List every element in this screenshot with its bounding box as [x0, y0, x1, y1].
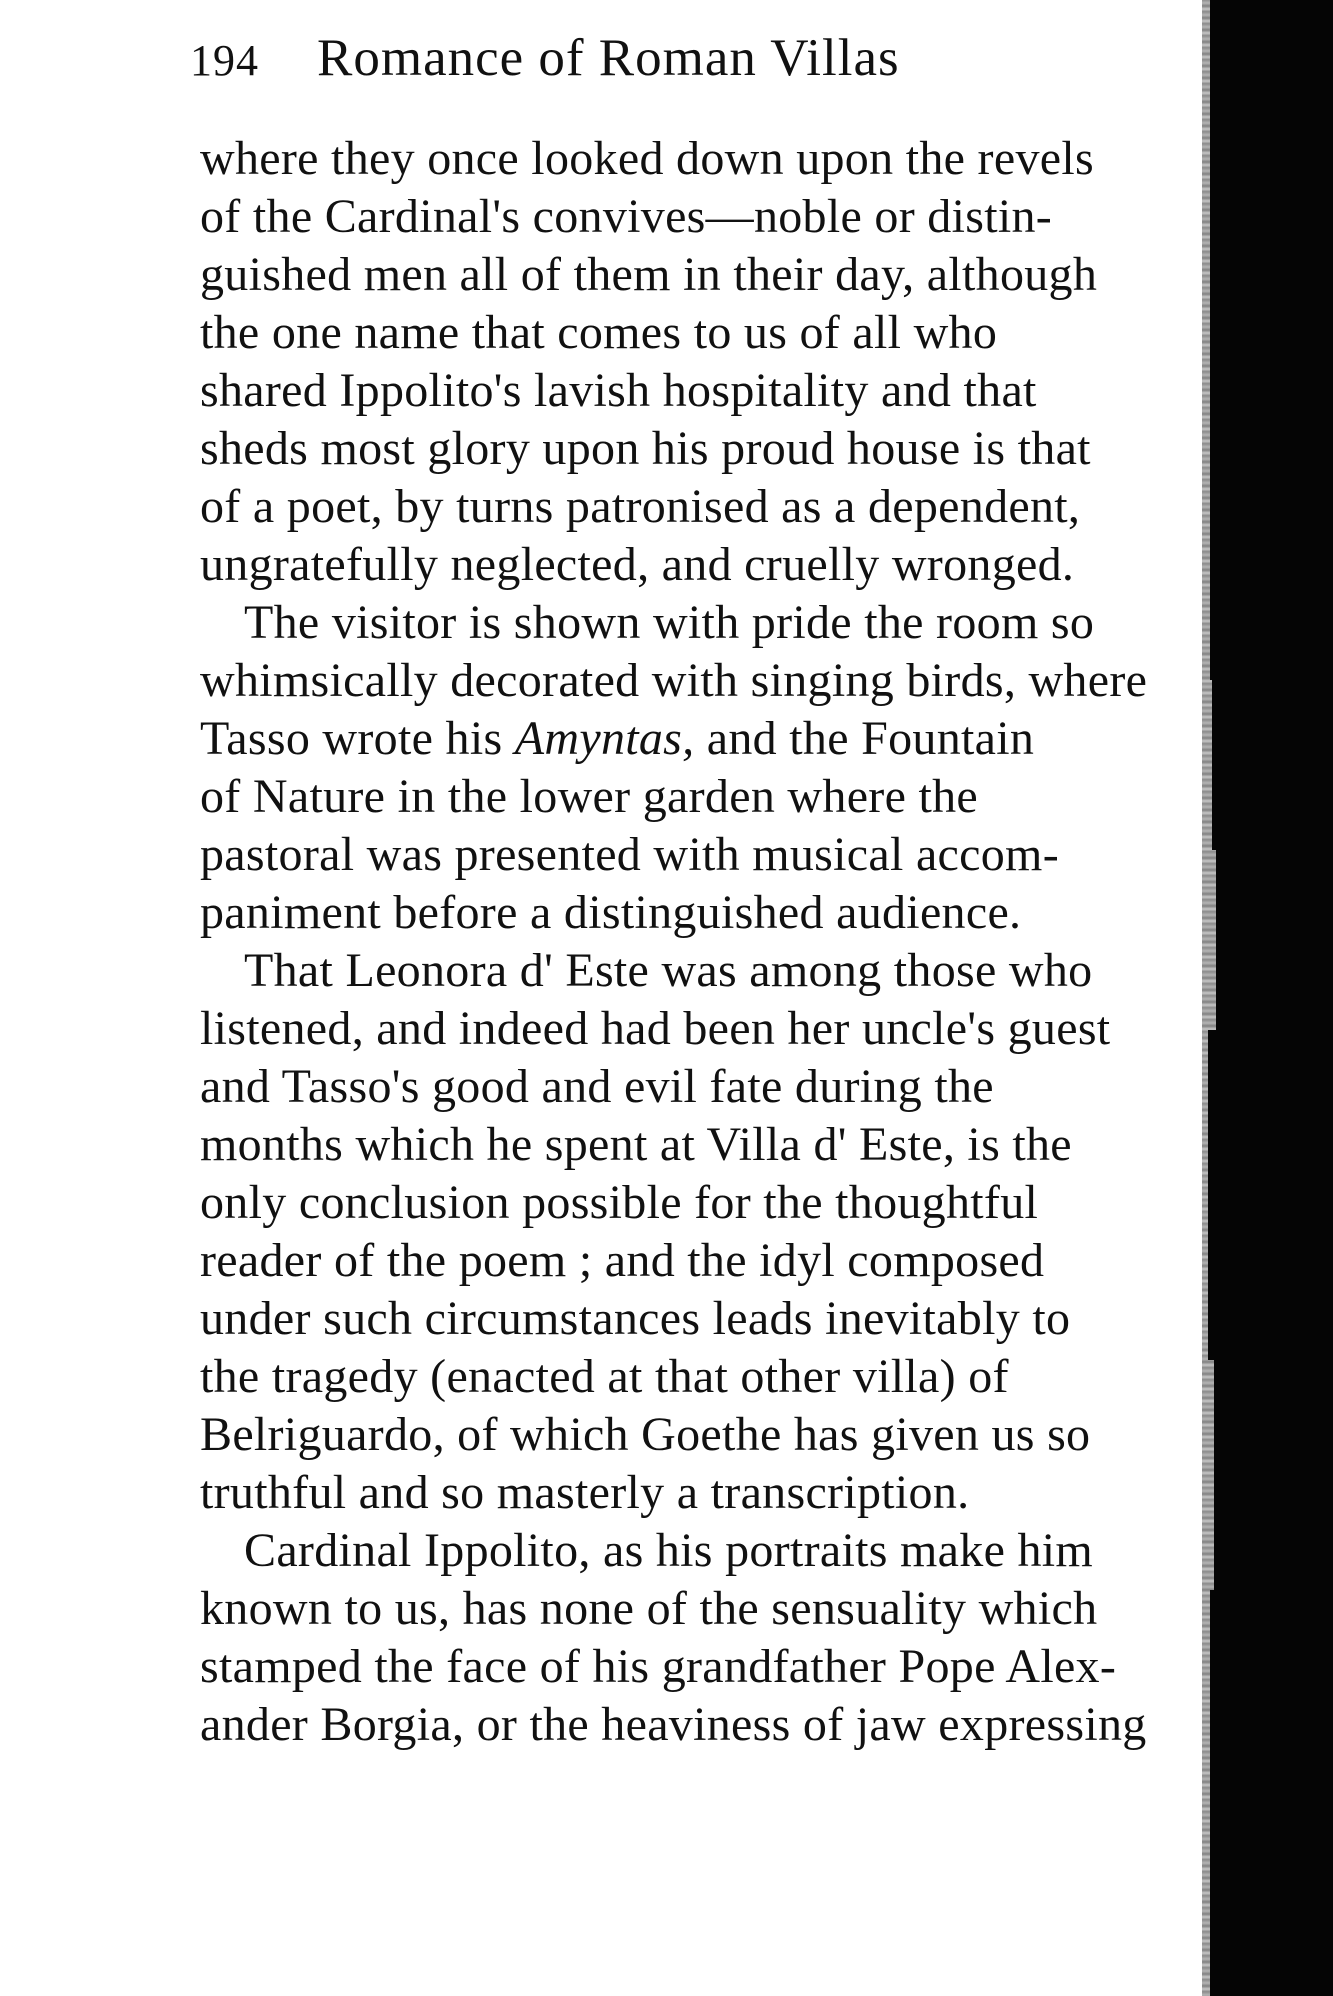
text-line-with-title	[200, 710, 1200, 768]
text-line: of the Cardinal's convives—noble or distin-	[200, 190, 1053, 243]
body-text	[200, 130, 1200, 1754]
scan-edge-block	[1212, 670, 1333, 850]
text-line: known to us, has none of the sensuality which	[200, 1582, 1098, 1635]
text-line: stamped the face of his grandfather Pope Alex-	[200, 1640, 1117, 1693]
text-line: under such circumstances leads inevitably to	[200, 1292, 1071, 1345]
page-number: 194	[190, 36, 259, 85]
text-line: pastoral was presented with musical accom-	[200, 828, 1059, 881]
text-line: reader of the poem ; and the idyl composed	[200, 1234, 1045, 1287]
text-line: the tragedy (enacted at that other villa) of	[200, 1350, 1009, 1403]
text-line: listened, and indeed had been her uncle's guest	[200, 1002, 1111, 1055]
scan-edge-block	[1210, 0, 1333, 680]
text-line: ungratefully neglected, and cruelly wronged.	[200, 538, 1075, 591]
text-line: truthful and so masterly a transcription.	[200, 1466, 970, 1519]
text-line: ander Borgia, or the heaviness of jaw expressing	[200, 1698, 1147, 1751]
text-line: where they once looked down upon the revels	[200, 132, 1094, 185]
page-header	[190, 18, 1190, 98]
scan-edge-block	[1208, 1030, 1333, 1360]
scan-edge-block	[1210, 1590, 1333, 1996]
text-line: the one name that comes to us of all who	[200, 306, 998, 359]
text-fragment: and the Fountain	[706, 712, 1035, 765]
paragraph-start-line: The visitor is shown with pride the room so	[244, 596, 1095, 649]
text-line: and Tasso's good and evil fate during the	[200, 1060, 994, 1113]
paragraph-start-line: That Leonora d' Este was among those who	[244, 944, 1093, 997]
text-line: guished men all of them in their day, although	[200, 248, 1098, 301]
text-line: of a poet, by turns patronised as a dependent,	[200, 480, 1081, 533]
text-line: only conclusion possible for the thoughtful	[200, 1176, 1039, 1229]
italic-work-title: Amyntas,	[514, 712, 695, 765]
text-line: sheds most glory upon his proud house is that	[200, 422, 1091, 475]
text-line: of Nature in the lower garden where the	[200, 770, 979, 823]
scan-edge-block	[1216, 840, 1333, 1040]
text-fragment: Tasso wrote his	[200, 712, 503, 765]
running-title: Romance of Roman Villas	[317, 29, 900, 87]
text-line: shared Ippolito's lavish hospitality and that	[200, 364, 1037, 417]
scan-edge-shadow	[1200, 0, 1333, 1996]
text-line: months which he spent at Villa d' Este, is the	[200, 1118, 1072, 1171]
text-line: whimsically decorated with singing birds, where	[200, 654, 1148, 707]
text-line: paniment before a distinguished audience.	[200, 886, 1022, 939]
scan-edge-block	[1214, 1350, 1333, 1600]
paragraph-start-line: Cardinal Ippolito, as his portraits make him	[244, 1524, 1094, 1577]
text-line: Belriguardo, of which Goethe has given us so	[200, 1408, 1091, 1461]
